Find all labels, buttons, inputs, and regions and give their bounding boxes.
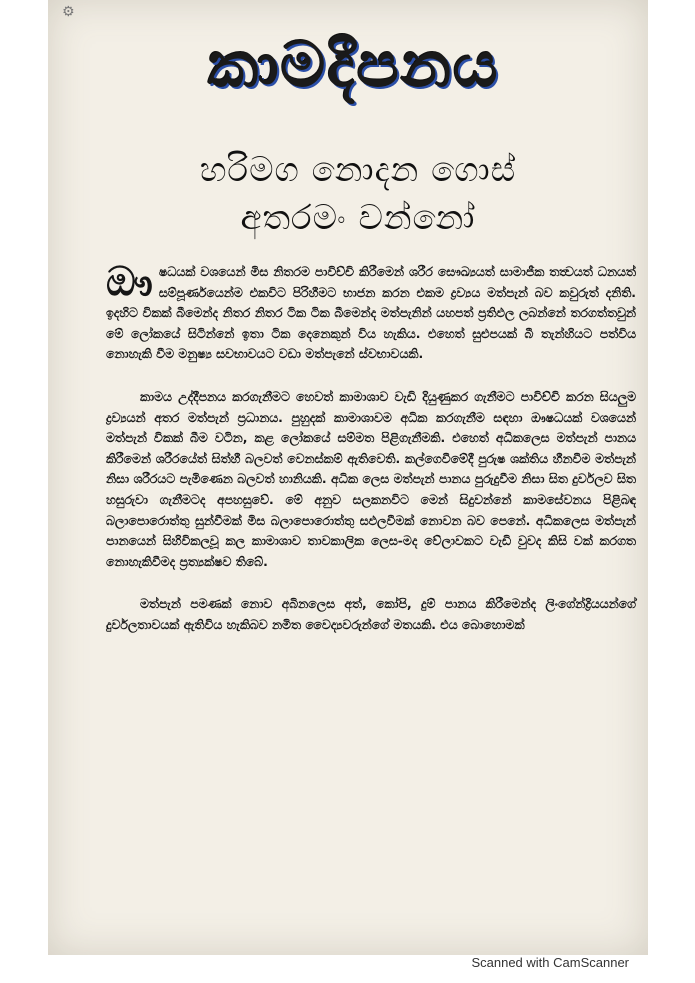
paragraph-1	[106, 259, 636, 365]
article-body	[106, 259, 636, 658]
corner-mark: ⚙	[62, 4, 75, 20]
paragraph-2: කාමය උද්දීපනය කරගැනීමට හෙවත් කාමාශාව වැඩි දියුණුකර ගැනීමට පාවිච්චි කරන සියලුම ද්‍රව්‍යයන් අතර මත්පැන් ප්‍රධානය. පුහුදක් කාමාශාවම අධික කරගැනීම සඳහා ඖෂධයක් වශයෙන් මත්පැන් විකක් බීම වටින, කළ ලෝකයේ සම්මත පිළිගැනීමකි. එහෙත් අධිකලෙස මත්පැන් පානය කිරීමෙන් ශරීරයේත් සිත්හී බලවත් වෙනස්කම් ඇතිවෙති. කල්ගෙවීමේදී පුරුෂ ශක්තිය හීනවීම මත්පැන් නිසා ශරීරයට පැමිණෙන බලවත් හානියකි. අධික ලෙස මත්පැන් පානය පුරුදුවීම නිසා සිත දුර්වලව සිත හසුරුවා ගැනීමටද අපහසුවේ. මේ අනුව සලකනවිට මෙන් සිදුවන්නේ කාමසේවනය පිළිබඳ බලාපොරොත්තු සුන්වීමක් මිස බලාපොරොත්තු සඵලවීමක් නොවන බව පෙනේ. අධිකලෙස මත්පැන් පානයෙන් සිහිවිකලවූ කල කාමාශාව තාවකාලික ලෙස-මද වේලාවකට වැඩි වුවද කිසි වක් කරගත නොහැකිවීමද ප්‍රත්‍යක්ෂව තිබේ.	[106, 388, 636, 569]
drop-cap: ඖ	[106, 259, 153, 305]
article-title: කාමදීපනය	[208, 28, 500, 101]
scanner-watermark-label: Scanned with CamScanner	[471, 955, 629, 970]
paragraph-3: මත්පැන් පමණක් නොව අබිනලෙස අත්, කෝපි, දුම් පානය කිරීමෙන්ද ලිංගේන්ද්‍රියයන්ගේ දුර්වලතාවයක් ඇතිවිය හැකිබව නමිත වෛද්‍යවරුන්ගේ මතයකි. එය බොහොමක්	[106, 596, 636, 632]
paragraph-1-text: ෂධයක් වශයෙන් මිස නිතරම පාවිච්චි කිරීමෙන් ශරීර සෞඛ්‍යයත් සාමාජීක තත්‍වයත් ධනයත් සම්පූර්ණයෙන්ම එකවිට පිරිහීමට භාජන කරන එකම ද්‍රව්‍යය මත්පැන් බව කවුරුත් දනිති. ඉදහිට විකක් බීමෙන්ද නිතර නිතර ටික ටික බීමෙන්ද මත්පැනින් යහපත් ප්‍රතිඵල ලබන්නේ තරගත්තවුන් මේ ලෝකයේ සිටින්නේ ඉතා ටික දෙනෙකුන් විය හැකිය. එහෙත් සුළුපයක් බී තැන්හියට පත්විය නොහැකි වීම මනුෂ්‍ය සවභාවයට වඩා මත්පැනේ ස්වභාවයකි.	[106, 264, 636, 362]
scanned-page	[48, 0, 648, 955]
article-subtitle-line2: අතරමං වන්නෝ	[240, 198, 476, 238]
article-subtitle-line1: හරිමග නොදන ගොස්	[199, 150, 517, 190]
